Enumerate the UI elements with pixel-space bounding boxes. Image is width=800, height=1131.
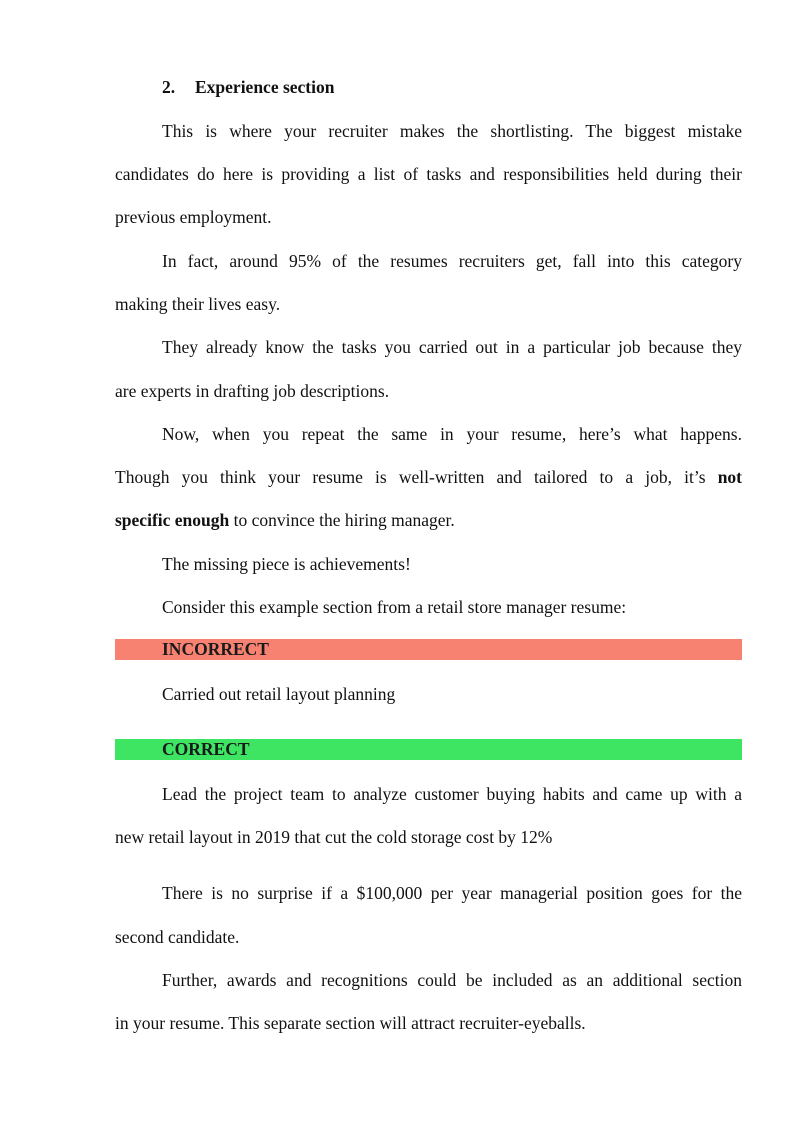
paragraph-line: This is where your recruiter makes the shortlisting. The biggest mistake [162,121,742,141]
paragraph-text: to convince the hiring manager. [229,510,455,530]
section-number: 2. [162,77,176,97]
paragraph-line: In fact, around 95% of the resumes recruiters get, fall into this category [162,251,742,271]
paragraph-line: Consider this example section from a retail store manager resume: [162,597,627,617]
paragraph-line: are experts in drafting job descriptions. [115,381,390,401]
correct-example-line: new retail layout in 2019 that cut the cold storage cost by 12% [115,827,553,847]
paragraph-line: making their lives easy. [115,294,281,314]
paragraph-line: Further, awards and recognitions could be included as an additional section [162,970,742,990]
paragraph-line: The missing piece is achievements! [162,554,411,574]
correct-highlight-bar [115,739,742,760]
paragraph-line [115,509,742,531]
paragraph-line: previous employment. [115,207,272,227]
correct-label: CORRECT [162,739,250,759]
emphasis-text: specific enough [115,510,230,530]
section-heading [162,76,334,98]
incorrect-example-text: Carried out retail layout planning [162,684,396,704]
paragraph-line: Now, when you repeat the same in your resume, here’s what happens. [162,424,742,444]
paragraph-line [115,466,742,488]
paragraph-line: in your resume. This separate section will attract recruiter-eyeballs. [115,1013,586,1033]
incorrect-highlight-bar [115,639,742,660]
emphasis-text: not [717,467,742,487]
paragraph-line: There is no surprise if a $100,000 per year managerial position goes for the [162,883,742,903]
correct-example-line: Lead the project team to analyze customer buying habits and came up with a [162,784,742,804]
incorrect-label: INCORRECT [162,639,269,659]
paragraph-line: candidates do here is providing a list of tasks and responsibilities held during their [115,164,742,184]
section-title: Experience section [195,77,335,97]
paragraph-line: second candidate. [115,927,240,947]
paragraph-line: They already know the tasks you carried out in a particular job because they [162,337,742,357]
paragraph-text: Though you think your resume is well-written and tailored to a job, it’s [115,467,706,487]
